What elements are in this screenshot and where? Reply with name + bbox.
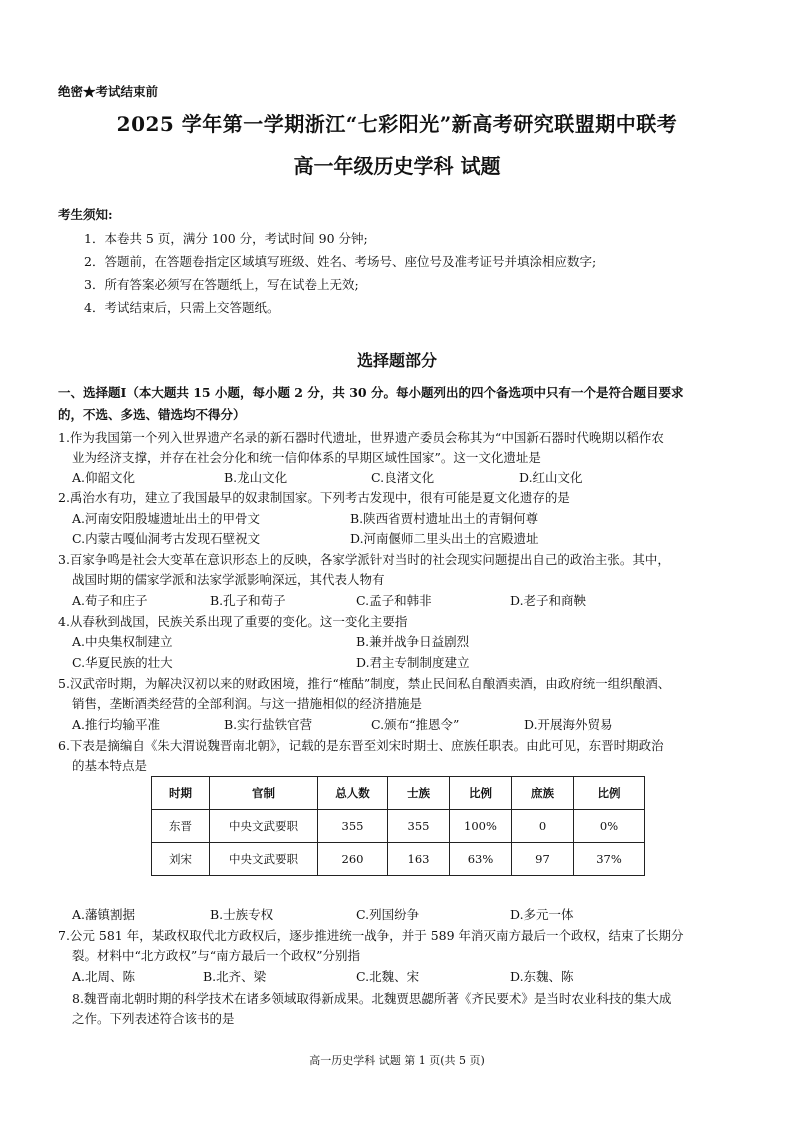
q2-option-b: B.陕西省贾村遗址出土的青铜何尊 bbox=[350, 511, 539, 526]
q2-option-d: D.河南偃师二里头出土的宫殿遗址 bbox=[350, 531, 539, 546]
table-header: 比例 bbox=[574, 777, 645, 810]
table-cell: 163 bbox=[388, 843, 450, 876]
q6-option-c: C.列国纷争 bbox=[356, 907, 420, 922]
notice-item: 4．考试结束后，只需上交答题纸。 bbox=[84, 300, 280, 315]
question-6-cont: 的基本特点是 bbox=[72, 758, 148, 773]
question-8: 8.魏晋南北朝时期的科学技术在诸多领域取得新成果。北魏贾思勰所著《齐民要术》是当时农业科技的集大成 bbox=[72, 991, 672, 1006]
exam-subtitle: 高一年级历史学科 试题 bbox=[293, 154, 501, 178]
q3-option-c: C.孟子和韩非 bbox=[356, 593, 432, 608]
table-cell: 0% bbox=[574, 810, 645, 843]
question-3-cont: 战国时期的儒家学派和法家学派影响深远，其代表人物有 bbox=[72, 572, 385, 587]
q7-option-d: D.东魏、陈 bbox=[510, 969, 574, 984]
notice-heading: 考生须知: bbox=[58, 207, 113, 222]
table-cell: 东晋 bbox=[152, 810, 210, 843]
table-header: 总人数 bbox=[318, 777, 388, 810]
q6-option-d: D.多元一体 bbox=[510, 907, 574, 922]
q4-option-b: B.兼并战争日益剧烈 bbox=[356, 634, 470, 649]
table-cell: 刘宋 bbox=[152, 843, 210, 876]
part-instructions-cont: 的，不选、多选、错选均不得分） bbox=[58, 407, 246, 422]
notice-item: 1．本卷共 5 页，满分 100 分，考试时间 90 分钟; bbox=[84, 231, 368, 246]
table-header-row bbox=[152, 777, 645, 810]
section-title: 选择题部分 bbox=[356, 351, 437, 370]
question-5-cont: 销售，垄断酒类经营的全部利润。与这一措施相似的经济措施是 bbox=[72, 696, 423, 711]
q4-option-c: C.华夏民族的壮大 bbox=[72, 655, 173, 670]
question-8-cont: 之作。下列表述符合该书的是 bbox=[72, 1011, 235, 1026]
page-footer: 高一历史学科 试题 第 1 页(共 5 页) bbox=[309, 1054, 485, 1067]
table-cell: 中央文武要职 bbox=[210, 843, 318, 876]
q2-option-c: C.内蒙古嘎仙洞考古发现石壁祝文 bbox=[72, 531, 261, 546]
table-header: 比例 bbox=[450, 777, 512, 810]
q4-option-a: A.中央集权制建立 bbox=[72, 634, 173, 649]
table-cell: 355 bbox=[388, 810, 450, 843]
table-cell: 中央文武要职 bbox=[210, 810, 318, 843]
table-header: 庶族 bbox=[512, 777, 574, 810]
table-cell: 355 bbox=[318, 810, 388, 843]
table-cell: 0 bbox=[512, 810, 574, 843]
table-cell: 100% bbox=[450, 810, 512, 843]
question-5: 5.汉武帝时期，为解决汉初以来的财政困境，推行“榷酤”制度，禁止民间私自酿酒卖酒，由政府统一组织酿酒、 bbox=[58, 676, 671, 691]
confidential-label: 绝密★考试结束前 bbox=[58, 84, 159, 99]
exam-title: 2025 学年第一学期浙江“七彩阳光”新高考研究联盟期中联考 bbox=[116, 112, 678, 136]
q5-option-d: D.开展海外贸易 bbox=[524, 717, 613, 732]
q3-option-b: B.孔子和荀子 bbox=[210, 593, 286, 608]
q1-option-b: B.龙山文化 bbox=[224, 470, 288, 485]
q6-option-a: A.藩镇割据 bbox=[72, 907, 136, 922]
table-cell: 63% bbox=[450, 843, 512, 876]
q7-option-b: B.北齐、梁 bbox=[203, 969, 267, 984]
table-cell: 37% bbox=[574, 843, 645, 876]
table-cell: 97 bbox=[512, 843, 574, 876]
q7-option-a: A.北周、陈 bbox=[72, 969, 136, 984]
table-cell: 260 bbox=[318, 843, 388, 876]
table-header: 士族 bbox=[388, 777, 450, 810]
question-6: 6.下表是摘编自《朱大渭说魏晋南北朝》，记载的是东晋至刘宋时期士、庶族任职表。由此可见，东晋时期政治 bbox=[58, 738, 664, 753]
question-7-cont: 裂。材料中“北方政权”与“南方最后一个政权”分别指 bbox=[72, 948, 361, 963]
q1-option-c: C.良渚文化 bbox=[371, 470, 435, 485]
table-row bbox=[152, 843, 645, 876]
q2-option-a: A.河南安阳殷墟遗址出土的甲骨文 bbox=[72, 511, 261, 526]
notice-item: 3．所有答案必须写在答题纸上，写在试卷上无效; bbox=[84, 277, 359, 292]
q5-option-a: A.推行均输平准 bbox=[72, 717, 161, 732]
question-1-cont: 业为经济支撑，并存在社会分化和统一信仰体系的早期区域性国家”。这一文化遗址是 bbox=[72, 450, 541, 465]
question-2: 2.禹治水有功，建立了我国最早的奴隶制国家。下列考古发现中，很有可能是夏文化遗存的是 bbox=[58, 490, 570, 505]
q1-option-d: D.红山文化 bbox=[519, 470, 583, 485]
q4-option-d: D.君主专制制度建立 bbox=[356, 655, 470, 670]
question-4: 4.从春秋到战国，民族关系出现了重要的变化。这一变化主要指 bbox=[58, 614, 408, 629]
q3-option-d: D.老子和商鞅 bbox=[510, 593, 587, 608]
table-row bbox=[152, 810, 645, 843]
part-instructions: 一、选择题Ⅰ（本大题共 15 小题，每小题 2 分，共 30 分。每小题列出的四个备选项中只有一个是符合题目要求 bbox=[58, 385, 684, 400]
table-header: 时期 bbox=[152, 777, 210, 810]
q5-option-b: B.实行盐铁官营 bbox=[224, 717, 313, 732]
q1-option-a: A.仰韶文化 bbox=[72, 470, 136, 485]
notice-item: 2．答题前，在答题卷指定区域填写班级、姓名、考场号、座位号及准考证号并填涂相应数字; bbox=[84, 254, 597, 269]
question-7: 7.公元 581 年，某政权取代北方政权后，逐步推进统一战争，并于 589 年消灭南方最后一个政权，结束了长期分 bbox=[58, 928, 684, 943]
table-header: 官制 bbox=[210, 777, 318, 810]
q6-option-b: B.士族专权 bbox=[210, 907, 274, 922]
officials-table bbox=[151, 776, 645, 876]
q3-option-a: A.荀子和庄子 bbox=[72, 593, 148, 608]
q5-option-c: C.颁布“推恩令” bbox=[371, 717, 460, 732]
q7-option-c: C.北魏、宋 bbox=[356, 969, 420, 984]
question-3: 3.百家争鸣是社会大变革在意识形态上的反映，各家学派针对当时的社会现实问题提出自己的政治主张。其中， bbox=[58, 552, 670, 567]
question-1: 1.作为我国第一个列入世界遗产名录的新石器时代遗址，世界遗产委员会称其为“中国新石器时代晚期以稻作农 bbox=[58, 430, 664, 445]
